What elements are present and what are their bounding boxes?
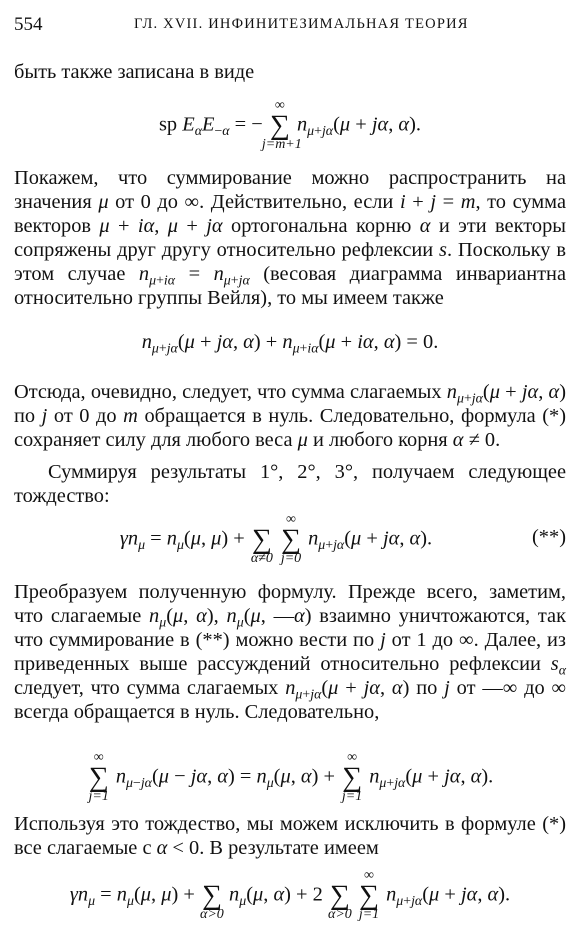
sum-symbol: ∞ ∑ j=1 [341,750,363,804]
sum-symbol: ∞ ∑ j=0 [280,512,302,566]
paragraph-consequence: Отсюда, очевидно, следует, что сумма слагаемых $n_{\mu+j\alpha}(\mu + j\alpha$, α) по j от 0 до m обращается в нуль. Следовательно, формула (*) сохраняет силу для любого веса μ и любого корня α ≠ 0. [14,381,566,451]
sum-symbol: ∞ ∑ j=1 [88,750,109,804]
sum-symbol: ∑ α>0 [200,880,224,922]
equation-final: $\gamma n_\mu = n_\mu(\mu$, μ) + ∑ α>0 $n_\mu(\mu$, α) + 2 ∑ α>0 ∞ ∑ j=1 $n_{\mu+j\alpha}(\mu + j\alpha$, α). [69,868,511,922]
paragraph-transform: Преобразуем полученную формулу. Прежде всего, заметим, что слагаемые $n_\mu(\mu$, α), $n_\mu(\mu$, —α) взаимно уничтожаются, так что суммирование в (**) можно вести по j от 1 до ∞. Далее, из приведенных выше рассуждений относительно рефлексии $s_\alpha$ следует, что сумма слагаемых $n_{\mu+j\alpha}(\mu + j\alpha$, α) по j от —∞ до ∞ всегда обращается в нуль. Следовательно, [14,581,567,723]
paragraph-proof: Покажем, что суммирование можно распространить на значения μ от 0 до ∞. Действительно, если i + j = m, то сумма векторов μ + iα, μ + jα ортогональна корню α и эти векторы сопряжены друг другу относительно рефлексии s. Поскольку в этом случае $n_{\mu+i\alpha} = n_{\mu+j\alpha}$ (весовая диаграмма инвариантна относительно группы Вейля), то мы имеем также [14,167,567,309]
sum-symbol: ∑ α>0 [328,880,352,922]
equation-number: (**) [532,526,566,548]
page-header [14,14,566,42]
sum-symbol: ∑ α≠0 [250,524,273,566]
running-title: ГЛ. XVII. ИНФИНИТЕЗИМАЛЬНАЯ ТЕОРИЯ [134,16,469,32]
equation-identity: $\gamma n_\mu = n_\mu(\mu$, μ) + ∑ α≠0 ∞ ∑ j=0 $n_{\mu+j\alpha}(\mu + j\alpha$, α). [119,512,433,566]
paragraph-summing: Суммируя результаты 1°, 2°, 3°, получаем следующее тождество: [14,461,566,507]
equation-symmetry: $n_{\mu+j\alpha}(\mu + j\alpha$, $\alpha) + n_{\mu+i\alpha}(\mu + i\alpha$, α) = 0. [141,331,439,357]
page-number: 554 [14,14,43,35]
paragraph-intro: быть также записана в виде [14,61,255,83]
paragraph-using: Используя это тождество, мы можем исключить в формуле (*) все слагаемые с α < 0. В результате имеем [14,813,566,859]
equation-reflection: ∞ ∑ j=1 $n_{\mu-j\alpha}(\mu - j\alpha$, $\alpha) = n_\mu(\mu$, α) + ∞ ∑ j=1 $n_{\mu+j\alpha}(\mu + j\alpha$, α). [88,750,494,804]
equation-sp: sp $E_\alpha E_{-\alpha}$ = − ∞ ∑ j=m+1 $n_{\mu+j\alpha}(\mu + j\alpha$, α). [159,98,421,152]
sum-symbol: ∞ ∑ j=1 [358,868,380,922]
sum-symbol: ∞ ∑ j=m+1 [261,98,302,152]
